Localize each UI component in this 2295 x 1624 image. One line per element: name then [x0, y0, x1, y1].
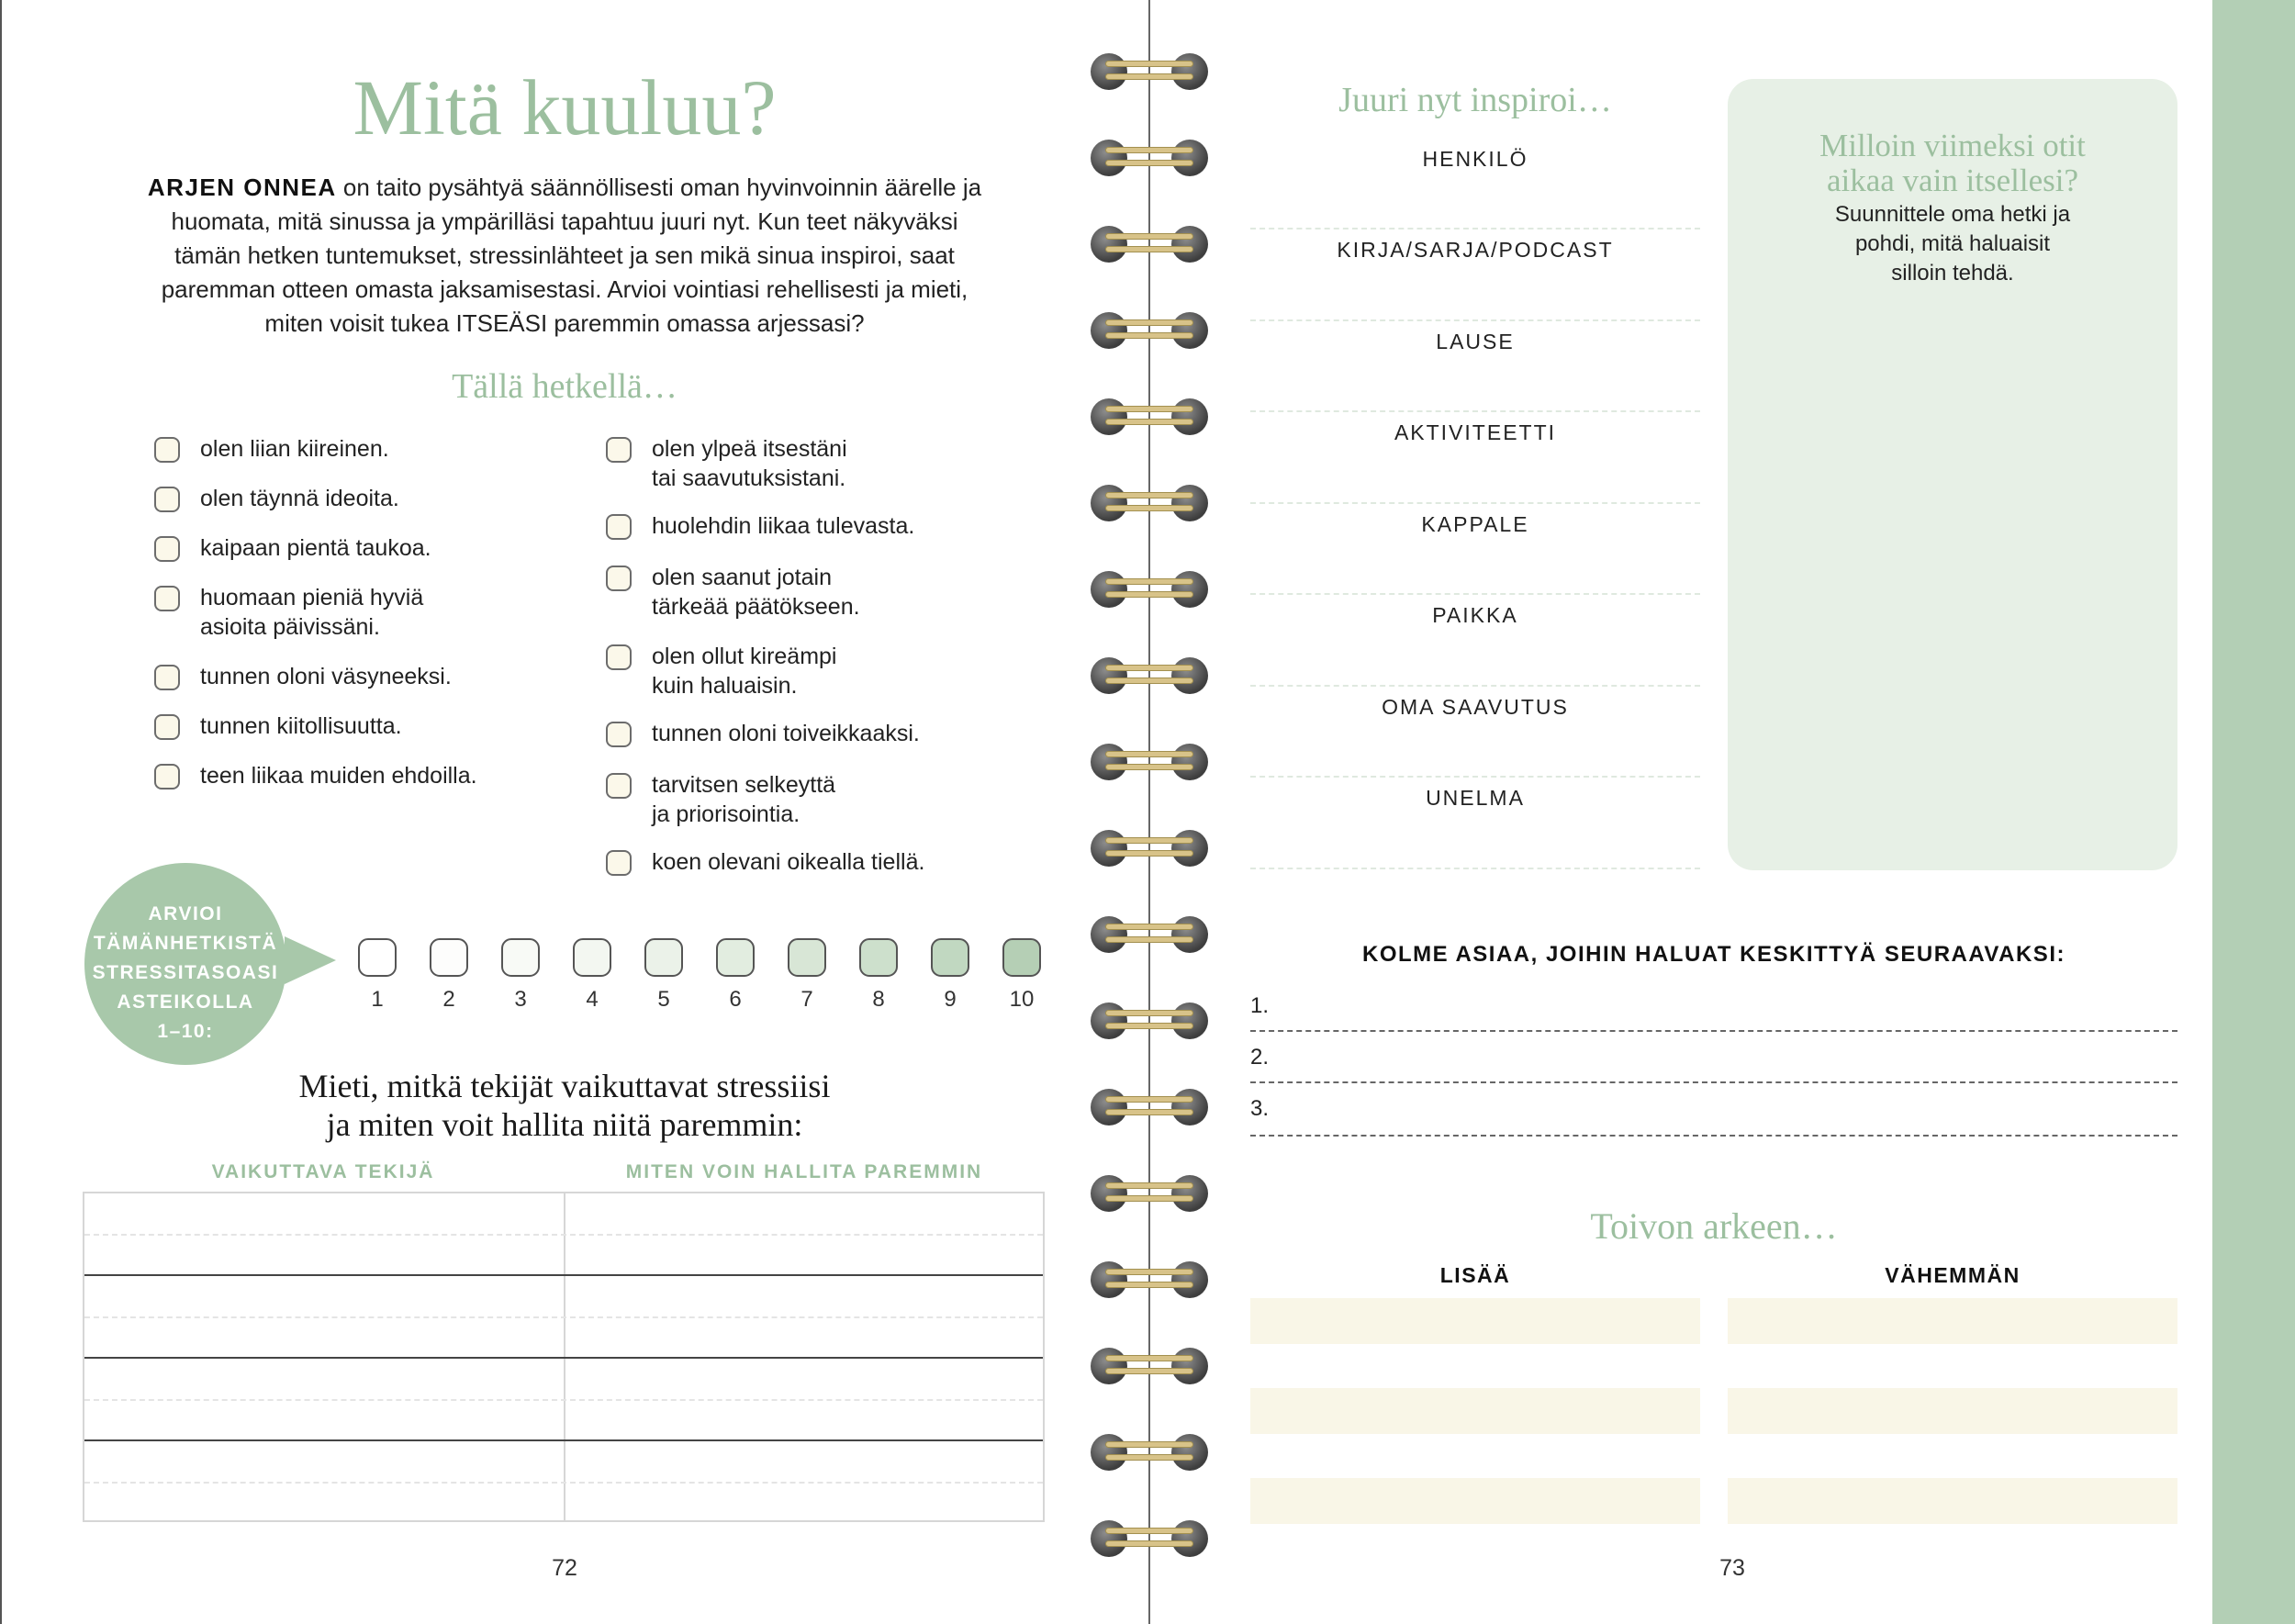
- wish-heading: Toivon arkeen…: [1590, 1205, 1838, 1247]
- scale-option-1[interactable]: [358, 938, 397, 977]
- spiral-coil: [1091, 51, 1208, 92]
- factors-table[interactable]: [83, 1192, 1045, 1522]
- checkbox[interactable]: [154, 586, 180, 611]
- checklist-item: teen liikaa muiden ehdoilla.: [200, 763, 477, 789]
- intro-line3: tämän hetken tuntemukset, stressinlähteet ja sen mikä sinua inspiroi, saat: [174, 241, 955, 269]
- spiral-coil: [1091, 1173, 1208, 1214]
- factors-heading-line1: Mieti, mitkä tekijät vaikuttavat stressiisi: [298, 1068, 831, 1104]
- checkbox[interactable]: [154, 714, 180, 740]
- spiral-coil: [1091, 483, 1208, 523]
- checkbox[interactable]: [606, 566, 632, 591]
- three-things-number: 1.: [1250, 993, 1270, 1018]
- checkbox[interactable]: [606, 514, 632, 540]
- scale-number: 1: [371, 987, 384, 1012]
- scale-number: 4: [586, 987, 599, 1012]
- checklist-item: olen täynnä ideoita.: [200, 486, 399, 511]
- checkbox[interactable]: [606, 644, 632, 670]
- left-page-border: [0, 0, 2, 1624]
- scale-option-3[interactable]: [501, 938, 540, 977]
- spiral-coil: [1091, 569, 1208, 610]
- me-time-title: [1728, 129, 2177, 198]
- checkbox[interactable]: [606, 437, 632, 463]
- right-edge-tab: [2212, 0, 2295, 1624]
- checklist-item: tunnen oloni toiveikkaaksi.: [652, 721, 920, 746]
- checkbox[interactable]: [154, 665, 180, 690]
- three-things-number: 3.: [1250, 1096, 1270, 1121]
- spiral-coil: [1091, 914, 1208, 955]
- intro-line5: miten voisit tukea ITSEÄSI paremmin omassa arjessasi?: [264, 309, 865, 337]
- table-row-line: [84, 1439, 1043, 1441]
- stress-badge: [84, 863, 286, 1065]
- me-time-text-line3: silloin tehdä.: [1891, 261, 2014, 286]
- scale-option-10[interactable]: [1002, 938, 1041, 977]
- inspire-label: KAPPALE: [1421, 512, 1529, 536]
- badge-line: 1–10:: [157, 1021, 214, 1042]
- checklist-item: tunnen kiitollisuutta.: [200, 713, 402, 739]
- badge-line: STRESSITASOASI: [92, 962, 279, 983]
- inspire-label: AKTIVITEETTI: [1394, 420, 1557, 444]
- me-time-text-line1: Suunnittele oma hetki ja: [1834, 202, 2071, 227]
- scale-number: 6: [729, 987, 742, 1012]
- inspire-write-line[interactable]: [1250, 228, 1700, 230]
- checkbox[interactable]: [154, 437, 180, 463]
- less-label: VÄHEMMÄN: [1885, 1263, 2021, 1287]
- inspire-label: UNELMA: [1426, 786, 1525, 810]
- badge-line: ARVIOI: [148, 903, 223, 924]
- scale-number: 7: [800, 987, 813, 1012]
- checklist-item: kaipaan pientä taukoa.: [200, 535, 431, 561]
- factors-heading-line2: ja miten voit hallita niitä paremmin:: [326, 1106, 803, 1143]
- inspire-label: PAIKKA: [1432, 603, 1518, 627]
- spiral-coil: [1091, 1518, 1208, 1559]
- intro-line1: on taito pysähtyä säännöllisesti oman hyvinvoinnin äärelle ja: [336, 174, 982, 201]
- table-row-line: [84, 1482, 1043, 1484]
- scale-number: 8: [872, 987, 885, 1012]
- checklist-item: koen olevani oikealla tiellä.: [652, 849, 925, 875]
- inspire-write-line[interactable]: [1250, 593, 1700, 595]
- three-things-line[interactable]: [1250, 1135, 2177, 1137]
- checklist-item: tunnen oloni väsyneeksi.: [200, 664, 452, 689]
- scale-number: 2: [442, 987, 455, 1012]
- checklist-item: olen ollut kireämpi kuin haluaisin.: [652, 644, 837, 699]
- me-time-text: [1728, 200, 2177, 288]
- checklist-item: olen ylpeä itsestäni tai saavutuksistani.: [652, 436, 847, 491]
- three-things-line[interactable]: [1250, 1030, 2177, 1032]
- spiral-coil: [1091, 1001, 1208, 1041]
- me-time-title-line1: Milloin viimeksi otit: [1819, 128, 2086, 163]
- inspire-write-line[interactable]: [1250, 502, 1700, 504]
- more-field[interactable]: [1250, 1388, 1700, 1434]
- spiral-coil: [1091, 1346, 1208, 1386]
- spiral-coil: [1091, 828, 1208, 868]
- factors-heading: [184, 1067, 946, 1144]
- scale-option-4[interactable]: [573, 938, 611, 977]
- spiral-coil: [1091, 224, 1208, 264]
- less-field[interactable]: [1728, 1388, 2177, 1434]
- inspire-label: KIRJA/SARJA/PODCAST: [1337, 238, 1614, 262]
- intro-paragraph: [92, 171, 1037, 341]
- stress-badge-arrow: [285, 936, 336, 984]
- checkbox[interactable]: [606, 773, 632, 799]
- me-time-title-line2: aikaa vain itsellesi?: [1826, 162, 2079, 198]
- more-field[interactable]: [1250, 1298, 1700, 1344]
- spiral-coil: [1091, 1432, 1208, 1473]
- intro-bold: ARJEN ONNEA: [147, 174, 337, 201]
- three-things-line[interactable]: [1250, 1081, 2177, 1083]
- checkbox[interactable]: [606, 850, 632, 876]
- inspire-write-line[interactable]: [1250, 776, 1700, 778]
- spiral-coil: [1091, 310, 1208, 351]
- scale-option-5[interactable]: [644, 938, 683, 977]
- spiral-coil: [1091, 655, 1208, 696]
- checkbox[interactable]: [154, 487, 180, 512]
- scale-number: 9: [944, 987, 957, 1012]
- three-things-number: 2.: [1250, 1045, 1270, 1070]
- checklist-item: tarvitsen selkeyttä ja priorisointia.: [652, 772, 836, 827]
- inspire-label: LAUSE: [1436, 330, 1515, 353]
- inspire-write-line[interactable]: [1250, 319, 1700, 321]
- scale-option-9[interactable]: [931, 938, 969, 977]
- less-field[interactable]: [1728, 1478, 2177, 1524]
- spiral-coil: [1091, 1087, 1208, 1127]
- spiral-coil: [1091, 397, 1208, 437]
- me-time-text-line2: pohdi, mitä haluaisit: [1854, 231, 2051, 256]
- scale-option-2[interactable]: [430, 938, 468, 977]
- checklist-heading: Tällä hetkellä…: [452, 367, 677, 406]
- checkbox[interactable]: [154, 764, 180, 790]
- intro-line2: huomata, mitä sinussa ja ympärilläsi tapahtuu juuri nyt. Kun teet näkyväksi: [171, 207, 958, 235]
- scale-number: 5: [657, 987, 670, 1012]
- checklist-item: huomaan pieniä hyviä asioita päivissäni.: [200, 585, 424, 640]
- intro-line4: paremman otteen omasta jaksamisestasi. Arvioi vointiasi rehellisesti ja mieti,: [161, 275, 968, 303]
- checkbox[interactable]: [154, 536, 180, 562]
- scale-number: 3: [514, 987, 527, 1012]
- scale-number: 10: [1009, 987, 1035, 1012]
- scale-option-8[interactable]: [859, 938, 898, 977]
- table-row-line: [84, 1399, 1043, 1401]
- more-field[interactable]: [1250, 1478, 1700, 1524]
- less-field[interactable]: [1728, 1298, 2177, 1344]
- page-title: Mitä kuuluu?: [353, 63, 777, 151]
- factors-col1-header: VAIKUTTAVA TEKIJÄ: [211, 1161, 435, 1182]
- badge-line: ASTEIKOLLA: [117, 991, 254, 1013]
- checklist-item: huolehdin liikaa tulevasta.: [652, 513, 915, 539]
- inspire-write-line[interactable]: [1250, 868, 1700, 869]
- table-row-line: [84, 1274, 1043, 1276]
- spiral-coil: [1091, 742, 1208, 782]
- inspire-write-line[interactable]: [1250, 685, 1700, 687]
- factors-col2-header: MITEN VOIN HALLITA PAREMMIN: [625, 1161, 983, 1182]
- spiral-coil: [1091, 138, 1208, 178]
- inspire-label: HENKILÖ: [1422, 147, 1528, 171]
- page-number-left: 72: [552, 1555, 577, 1581]
- inspire-write-line[interactable]: [1250, 410, 1700, 412]
- table-row-line: [84, 1316, 1043, 1318]
- spiral-coil: [1091, 1260, 1208, 1300]
- table-row-line: [84, 1234, 1043, 1236]
- table-row-line: [84, 1357, 1043, 1359]
- checklist-item: olen liian kiireinen.: [200, 436, 389, 462]
- scale-option-6[interactable]: [716, 938, 755, 977]
- more-label: LISÄÄ: [1439, 1263, 1511, 1287]
- inspire-heading: Juuri nyt inspiroi…: [1338, 81, 1612, 119]
- badge-line: TÄMÄNHETKISTÄ: [93, 933, 278, 954]
- inspire-label: OMA SAAVUTUS: [1382, 695, 1569, 719]
- checkbox[interactable]: [606, 722, 632, 747]
- scale-option-7[interactable]: [788, 938, 826, 977]
- checklist-item: olen saanut jotain tärkeää päätökseen.: [652, 565, 860, 620]
- three-things-heading: KOLME ASIAA, JOIHIN HALUAT KESKITTYÄ SEURAAVAKSI:: [1362, 942, 2066, 967]
- page-number-right: 73: [1719, 1555, 1745, 1581]
